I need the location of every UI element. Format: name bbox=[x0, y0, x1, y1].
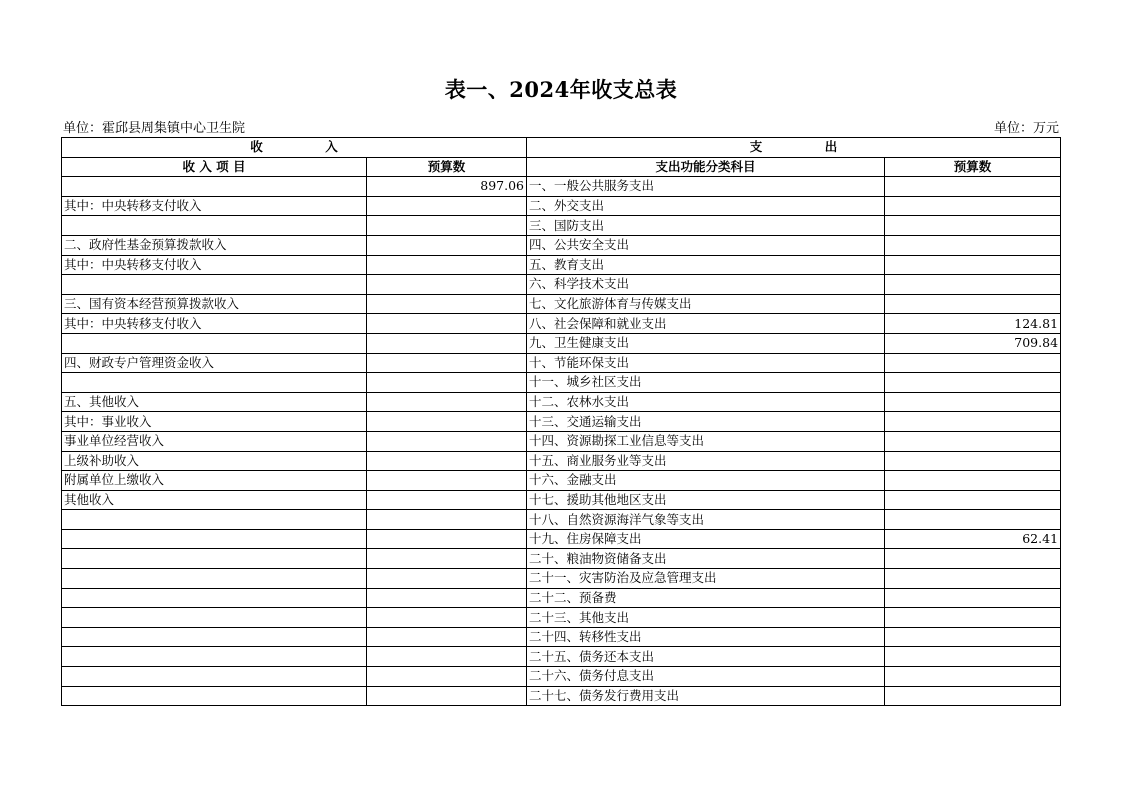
table-row bbox=[62, 471, 1061, 491]
table-row bbox=[62, 588, 1061, 608]
expense-item-cell: 六、科学技术支出 bbox=[527, 275, 885, 295]
income-amount-header: 预算数 bbox=[367, 157, 527, 177]
expense-item-cell: 五、教育支出 bbox=[527, 255, 885, 275]
income-amount-cell bbox=[367, 275, 527, 295]
income-amount-cell bbox=[367, 314, 527, 334]
expense-amount-cell bbox=[885, 177, 1061, 197]
expense-item-cell: 一、一般公共服务支出 bbox=[527, 177, 885, 197]
income-item-cell bbox=[62, 627, 367, 647]
income-item-cell: 四、财政专户管理资金收入 bbox=[62, 353, 367, 373]
unit-label-organization: 单位：霍邱县周集镇中心卫生院 bbox=[63, 121, 246, 136]
expense-amount-cell bbox=[885, 627, 1061, 647]
table-row bbox=[62, 294, 1061, 314]
income-item-cell bbox=[62, 510, 367, 530]
income-item-cell bbox=[62, 373, 367, 393]
expense-amount-cell bbox=[885, 235, 1061, 255]
group-header-row bbox=[62, 138, 1061, 158]
expense-amount-cell bbox=[885, 667, 1061, 687]
table-row bbox=[62, 216, 1061, 236]
income-item-cell bbox=[62, 647, 367, 667]
income-amount-cell bbox=[367, 529, 527, 549]
income-item-cell bbox=[62, 588, 367, 608]
table-row bbox=[62, 255, 1061, 275]
expense-amount-cell: 124.81 bbox=[885, 314, 1061, 334]
table-row bbox=[62, 314, 1061, 334]
table-row bbox=[62, 510, 1061, 530]
income-amount-cell bbox=[367, 431, 527, 451]
expense-item-cell: 十四、资源勘探工业信息等支出 bbox=[527, 431, 885, 451]
income-amount-cell bbox=[367, 216, 527, 236]
income-amount-cell bbox=[367, 647, 527, 667]
expense-item-cell: 十八、自然资源海洋气象等支出 bbox=[527, 510, 885, 530]
table-row bbox=[62, 529, 1061, 549]
expense-amount-cell bbox=[885, 373, 1061, 393]
table-row bbox=[62, 431, 1061, 451]
income-item-cell: 其他收入 bbox=[62, 490, 367, 510]
expense-amount-cell bbox=[885, 294, 1061, 314]
income-group-header: 收 入 bbox=[62, 138, 527, 158]
expense-item-cell: 十七、援助其他地区支出 bbox=[527, 490, 885, 510]
table-row bbox=[62, 353, 1061, 373]
income-amount-cell bbox=[367, 588, 527, 608]
table-row bbox=[62, 373, 1061, 393]
expense-amount-cell: 62.41 bbox=[885, 529, 1061, 549]
expense-amount-cell bbox=[885, 392, 1061, 412]
income-item-cell: 其中：中央转移支付收入 bbox=[62, 314, 367, 334]
expense-amount-cell bbox=[885, 196, 1061, 216]
table-row bbox=[62, 608, 1061, 628]
expense-amount-cell bbox=[885, 471, 1061, 491]
income-item-cell: 附属单位上缴收入 bbox=[62, 471, 367, 491]
expense-amount-cell bbox=[885, 216, 1061, 236]
income-item-cell: 其中：中央转移支付收入 bbox=[62, 196, 367, 216]
expense-amount-cell bbox=[885, 588, 1061, 608]
income-amount-cell bbox=[367, 333, 527, 353]
income-amount-cell bbox=[367, 373, 527, 393]
income-item-cell bbox=[62, 216, 367, 236]
table-row bbox=[62, 627, 1061, 647]
income-item-cell bbox=[62, 529, 367, 549]
income-item-cell bbox=[62, 686, 367, 706]
table-row bbox=[62, 177, 1061, 197]
income-item-cell bbox=[62, 333, 367, 353]
expense-item-cell: 二十六、债务付息支出 bbox=[527, 667, 885, 687]
expense-group-header: 支 出 bbox=[527, 138, 1061, 158]
income-amount-cell bbox=[367, 196, 527, 216]
expense-item-cell: 二十七、债务发行费用支出 bbox=[527, 686, 885, 706]
table-row bbox=[62, 333, 1061, 353]
expense-item-header: 支出功能分类科目 bbox=[527, 157, 885, 177]
table-row bbox=[62, 647, 1061, 667]
expense-item-cell: 十九、住房保障支出 bbox=[527, 529, 885, 549]
income-item-cell bbox=[62, 275, 367, 295]
expense-item-cell: 四、公共安全支出 bbox=[527, 235, 885, 255]
table-row bbox=[62, 451, 1061, 471]
expense-item-cell: 二十五、债务还本支出 bbox=[527, 647, 885, 667]
expense-amount-cell bbox=[885, 510, 1061, 530]
expense-amount-cell bbox=[885, 549, 1061, 569]
income-item-cell: 其中：中央转移支付收入 bbox=[62, 255, 367, 275]
expense-item-cell: 二十四、转移性支出 bbox=[527, 627, 885, 647]
income-item-cell bbox=[62, 177, 367, 197]
expense-amount-cell bbox=[885, 431, 1061, 451]
expense-item-cell: 十一、城乡社区支出 bbox=[527, 373, 885, 393]
expense-item-cell: 十五、商业服务业等支出 bbox=[527, 451, 885, 471]
income-amount-cell: 897.06 bbox=[367, 177, 527, 197]
table-row bbox=[62, 549, 1061, 569]
income-item-cell bbox=[62, 667, 367, 687]
expense-amount-cell bbox=[885, 353, 1061, 373]
table-row bbox=[62, 686, 1061, 706]
table-row bbox=[62, 392, 1061, 412]
income-amount-cell bbox=[367, 392, 527, 412]
table-row bbox=[62, 235, 1061, 255]
expense-item-cell: 十、节能环保支出 bbox=[527, 353, 885, 373]
expense-item-cell: 二、外交支出 bbox=[527, 196, 885, 216]
income-item-cell bbox=[62, 608, 367, 628]
income-item-cell: 二、政府性基金预算拨款收入 bbox=[62, 235, 367, 255]
table-body bbox=[62, 177, 1061, 706]
expense-item-cell: 二十、粮油物资储备支出 bbox=[527, 549, 885, 569]
income-amount-cell bbox=[367, 255, 527, 275]
income-amount-cell bbox=[367, 235, 527, 255]
expense-item-cell: 二十二、预备费 bbox=[527, 588, 885, 608]
income-amount-cell bbox=[367, 412, 527, 432]
expense-amount-cell bbox=[885, 255, 1061, 275]
income-item-cell: 三、国有资本经营预算拨款收入 bbox=[62, 294, 367, 314]
expense-item-cell: 十二、农林水支出 bbox=[527, 392, 885, 412]
expense-amount-cell bbox=[885, 608, 1061, 628]
expense-item-cell: 八、社会保障和就业支出 bbox=[527, 314, 885, 334]
income-amount-cell bbox=[367, 490, 527, 510]
column-header-row bbox=[62, 157, 1061, 177]
income-amount-cell bbox=[367, 294, 527, 314]
expense-item-cell: 二十三、其他支出 bbox=[527, 608, 885, 628]
expense-amount-cell bbox=[885, 569, 1061, 589]
table-row bbox=[62, 569, 1061, 589]
table-row bbox=[62, 275, 1061, 295]
expense-item-cell: 三、国防支出 bbox=[527, 216, 885, 236]
expense-amount-cell bbox=[885, 451, 1061, 471]
expense-amount-cell bbox=[885, 647, 1061, 667]
income-item-cell: 五、其他收入 bbox=[62, 392, 367, 412]
income-item-header: 收 入 项 目 bbox=[62, 157, 367, 177]
expense-item-cell: 十三、交通运输支出 bbox=[527, 412, 885, 432]
expense-item-cell: 二十一、灾害防治及应急管理支出 bbox=[527, 569, 885, 589]
expense-amount-cell bbox=[885, 490, 1061, 510]
budget-summary-table bbox=[61, 137, 1061, 706]
income-item-cell: 事业单位经营收入 bbox=[62, 431, 367, 451]
page-title: 表一、2024年收支总表 bbox=[444, 77, 678, 102]
income-amount-cell bbox=[367, 549, 527, 569]
expense-item-cell: 七、文化旅游体育与传媒支出 bbox=[527, 294, 885, 314]
income-item-cell bbox=[62, 549, 367, 569]
income-amount-cell bbox=[367, 667, 527, 687]
expense-amount-cell: 709.84 bbox=[885, 333, 1061, 353]
expense-item-cell: 九、卫生健康支出 bbox=[527, 333, 885, 353]
table-row bbox=[62, 490, 1061, 510]
expense-item-cell: 十六、金融支出 bbox=[527, 471, 885, 491]
table-row bbox=[62, 412, 1061, 432]
income-item-cell: 上级补助收入 bbox=[62, 451, 367, 471]
table-row bbox=[62, 196, 1061, 216]
income-amount-cell bbox=[367, 471, 527, 491]
income-item-cell bbox=[62, 569, 367, 589]
income-amount-cell bbox=[367, 510, 527, 530]
income-amount-cell bbox=[367, 353, 527, 373]
expense-amount-cell bbox=[885, 275, 1061, 295]
income-amount-cell bbox=[367, 608, 527, 628]
income-amount-cell bbox=[367, 627, 527, 647]
income-amount-cell bbox=[367, 686, 527, 706]
expense-amount-cell bbox=[885, 412, 1061, 432]
table-row bbox=[62, 667, 1061, 687]
income-amount-cell bbox=[367, 569, 527, 589]
expense-amount-header: 预算数 bbox=[885, 157, 1061, 177]
income-item-cell: 其中：事业收入 bbox=[62, 412, 367, 432]
expense-amount-cell bbox=[885, 686, 1061, 706]
income-amount-cell bbox=[367, 451, 527, 471]
unit-label-currency: 单位：万元 bbox=[993, 121, 1059, 136]
